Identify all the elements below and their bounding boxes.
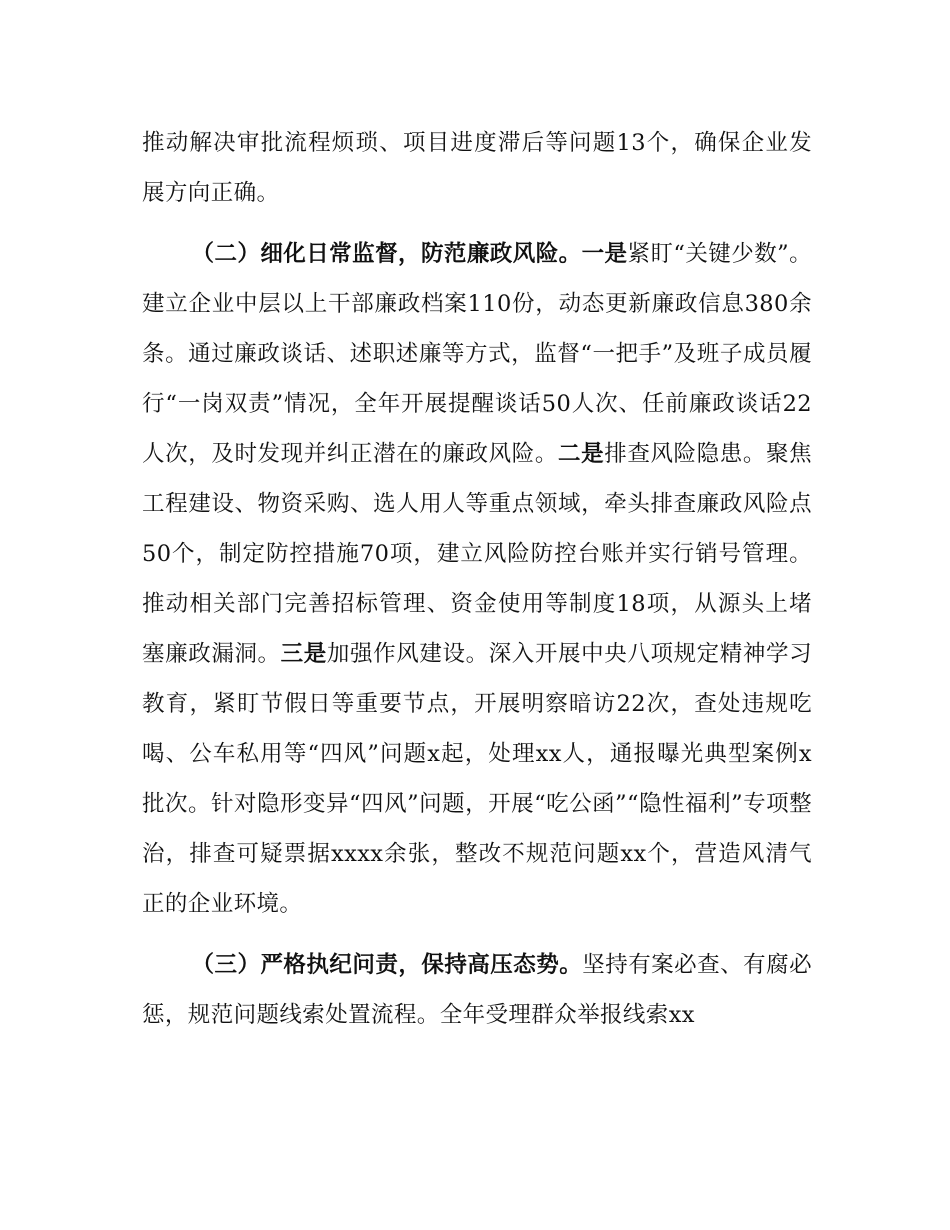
paragraph-3-text: 坚持有案必查、有腐必惩，规范问题线索处置流程。全年受理群众举报线索xx — [142, 952, 812, 1028]
lead-third: 三是 — [280, 641, 327, 667]
lead-first: 一是 — [581, 241, 628, 267]
paragraph-2 — [142, 229, 812, 929]
paragraph-3 — [142, 940, 812, 1040]
lead-second: 二是 — [557, 441, 605, 467]
paragraph-2-text-2: 排查风险隐患。聚焦工程建设、物资采购、选人用人等重点领域，牵头排查廉政风险点50个，制定防控措施70项，建立风险防控台账并实行销号管理。推动相关部门完善招标管理、资金使用等制度18项，从源头上堵塞廉政漏洞。 — [142, 441, 812, 667]
paragraph-1-text: 推动解决审批流程烦琐、项目进度滞后等问题13个，确保企业发展方向正确。 — [142, 130, 812, 206]
section-heading-3: （三）严格执纪问责，保持高压态势。 — [191, 952, 583, 978]
document-page — [142, 118, 812, 1040]
paragraph-2-text-1: 紧盯“关键少数”。建立企业中层以上干部廉政档案110份，动态更新廉政信息380余条。通过廉政谈话、述职述廉等方式，监督“一把手”及班子成员履行“一岗双责”情况，全年开展提醒谈话50人次、任前廉政谈话22人次，及时发现并纠正潜在的廉政风险。 — [142, 241, 812, 467]
paragraph-2-text-3: 加强作风建设。深入开展中央八项规定精神学习教育，紧盯节假日等重要节点，开展明察暗访22次，查处违规吃喝、公车私用等“四风”问题x起，处理xx人，通报曝光典型案例x批次。针对隐形变异“四风”问题，开展“吃公函”“隐性福利”专项整治，排查可疑票据xxxx余张，整改不规范问题xx个，营造风清气正的企业环境。 — [142, 641, 813, 917]
section-heading-2: （二）细化日常监督，防范廉政风险。 — [191, 241, 582, 267]
paragraph-1 — [142, 118, 812, 218]
